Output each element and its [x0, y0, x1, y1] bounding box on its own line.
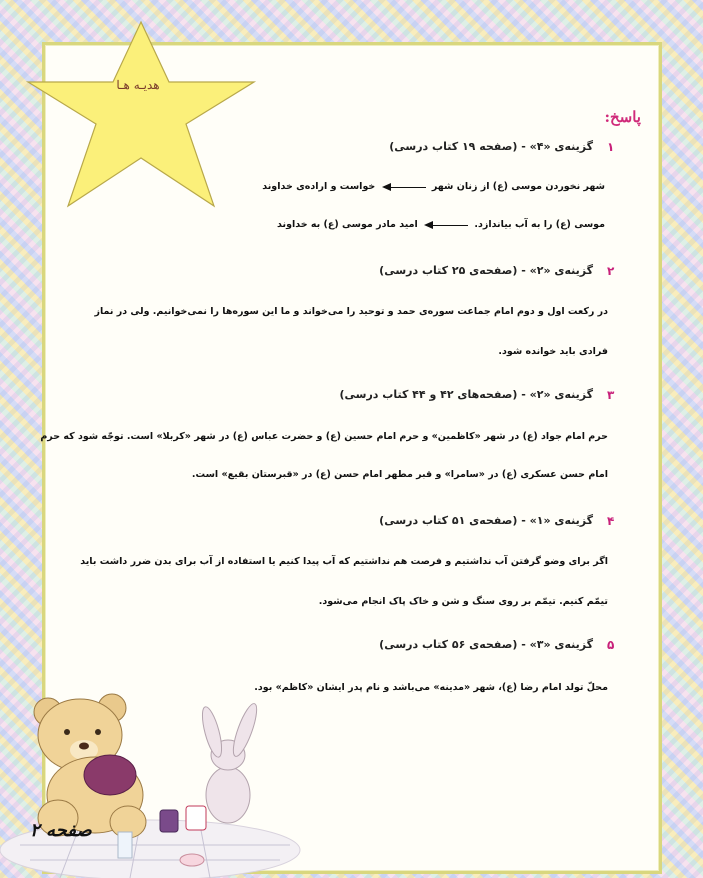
answer-title-5: گزینه‌ی «۳» - (صفحه‌ی ۵۶ کتاب درسی)	[379, 638, 593, 651]
page-number: صفحه ۲	[30, 820, 92, 841]
answer-3-line-1: حرم امام جواد (ع) در شهر «کاظمین» و حرم امام حسین (ع) و حضرت عباس (ع) در شهر «کربلا» است. توجّه شود که حرم	[40, 431, 608, 442]
answer-1-line-1	[262, 181, 605, 192]
star-label: هدیـه هـا	[116, 78, 160, 92]
arrow-icon	[424, 221, 468, 229]
answer-5-line-1: محلّ تولد امام رضا (ع)، شهر «مدینه» می‌باشد و نام پدر ایشان «کاظم» بود.	[254, 682, 608, 693]
answer-2-line-2: فرادی باید خوانده شود.	[498, 346, 608, 357]
answer-4-line-2: تیمّم کنیم. تیمّم بر روی سنگ و شن و خاک پاک انجام می‌شود.	[318, 596, 608, 607]
answer-title-3: گزینه‌ی «۲» - (صفحه‌های ۴۲ و ۴۴ کتاب درسی)	[339, 388, 593, 401]
answer-1-line-2	[277, 219, 605, 230]
teddy-bear-illustration	[0, 660, 320, 878]
answer-title-1: گزینه‌ی «۴» - (صفحه ۱۹ کتاب درسی)	[389, 140, 593, 153]
answer-3-line-2: امام حسن عسکری (ع) در «سامرا» و قبر مطهر امام حسن (ع) در «قبرستان بقیع» است.	[191, 469, 608, 480]
answer-4-line-1: اگر برای وضو گرفتن آب نداشتیم و فرصت هم نداشتیم که آب پیدا کنیم یا استفاده از آب برای بدن ضرر داشت باید	[80, 556, 608, 567]
arrow-icon	[382, 183, 426, 191]
answer-title-4: گزینه‌ی «۱» - (صفحه‌ی ۵۱ کتاب درسی)	[379, 514, 593, 527]
answer-number: ۱	[607, 140, 615, 154]
answer-1-line-1-b: خواست و اراده‌ی خداوند	[262, 181, 376, 192]
answer-number: ۵	[607, 638, 615, 652]
answer-title: پاسخ:	[604, 108, 641, 126]
answer-1-line-2-a: موسی (ع) را به آب بیاندازد.	[474, 219, 605, 230]
answer-number: ۲	[607, 264, 615, 278]
answer-2-line-1: در رکعت اول و دوم امام جماعت سوره‌ی حمد و توحید را می‌خواند و ما این سوره‌ها را نمی‌خوانیم. ولی در نماز	[94, 306, 608, 317]
answer-1-line-1-a: شهر نخوردن موسی (ع) از زنان شهر	[431, 181, 605, 192]
star-badge	[24, 20, 259, 210]
answer-number: ۳	[607, 388, 615, 402]
answer-number: ۴	[607, 514, 615, 528]
answer-title-2: گزینه‌ی «۲» - (صفحه‌ی ۲۵ کتاب درسی)	[379, 264, 593, 277]
answer-1-line-2-b: امید مادر موسی (ع) به خداوند	[277, 219, 418, 230]
